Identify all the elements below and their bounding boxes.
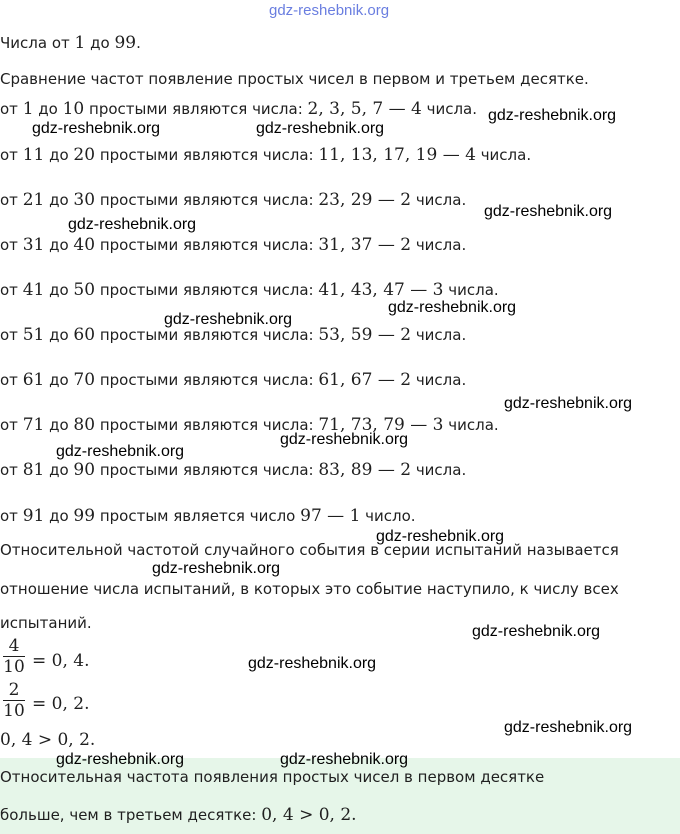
fraction-numerator: 4 — [8, 636, 20, 656]
watermark: gdz-reshebnik.org — [280, 431, 409, 448]
fraction-third-decade — [3, 680, 25, 721]
range-line-31-40: от 31 до 40 простыми являются числа: 31, 37 — 2 числа. — [0, 235, 467, 255]
watermark: gdz-reshebnik.org — [488, 107, 617, 124]
watermark: gdz-reshebnik.org — [248, 655, 377, 672]
fraction-denominator: 10 — [3, 701, 25, 721]
watermark: gdz-reshebnik.org — [280, 751, 409, 768]
watermark: gdz-reshebnik.org — [256, 120, 385, 137]
conclusion-line-2: больше, чем в третьем десятке: 0, 4 > 0, 2. — [0, 805, 357, 825]
fraction-first-decade — [3, 636, 25, 677]
watermark: gdz-reshebnik.org — [472, 623, 601, 640]
watermark: gdz-reshebnik.org — [32, 120, 161, 137]
range-line-91-99: от 91 до 99 простым является число 97 — 1 число. — [0, 506, 416, 526]
watermark: gdz-reshebnik.org — [388, 299, 517, 316]
watermark: gdz-reshebnik.org — [152, 560, 281, 577]
watermark: gdz-reshebnik.org — [504, 395, 633, 412]
watermark: gdz-reshebnik.org — [56, 443, 185, 460]
watermark-top: gdz-reshebnik.org — [269, 2, 390, 19]
watermark: gdz-reshebnik.org — [376, 528, 505, 545]
range-line-81-90: от 81 до 90 простыми являются числа: 83, 89 — 2 числа. — [0, 460, 467, 480]
watermark: gdz-reshebnik.org — [484, 203, 613, 220]
watermark: gdz-reshebnik.org — [164, 311, 293, 328]
range-line-61-70: от 61 до 70 простыми являются числа: 61, 67 — 2 числа. — [0, 370, 467, 390]
watermark: gdz-reshebnik.org — [56, 751, 185, 768]
definition-line-1: Относительной частотой случайного события в серии испытаний называется — [0, 541, 619, 559]
comparison-heading: Сравнение частот появление простых чисел в первом и третьем десятке. — [0, 70, 589, 88]
watermark: gdz-reshebnik.org — [504, 719, 633, 736]
range-line-41-50: от 41 до 50 простыми являются числа: 41, 43, 47 — 3 числа. — [0, 280, 499, 300]
watermark: gdz-reshebnik.org — [68, 216, 197, 233]
inequality: 0, 4 > 0, 2. — [0, 730, 96, 750]
fraction-denominator: 10 — [3, 657, 25, 677]
fraction-result-third: = 0, 2. — [32, 694, 90, 714]
conclusion-line-1: Относительная частота появления простых чисел в первом десятке — [0, 768, 545, 786]
intro-line: Числа от 1 до 99. — [0, 33, 141, 53]
range-line-21-30: от 21 до 30 простыми являются числа: 23, 29 — 2 числа. — [0, 190, 467, 210]
fraction-numerator: 2 — [8, 680, 20, 700]
definition-line-2: отношение числа испытаний, в которых это событие наступило, к числу всех — [0, 580, 619, 598]
range-line-51-60: от 51 до 60 простыми являются числа: 53, 59 — 2 числа. — [0, 325, 467, 345]
range-line-11-20: от 11 до 20 простыми являются числа: 11, 13, 17, 19 — 4 числа. — [0, 145, 532, 165]
fraction-result-first: = 0, 4. — [32, 651, 90, 671]
range-line-71-80: от 71 до 80 простыми являются числа: 71, 73, 79 — 3 числа. — [0, 415, 499, 435]
range-line-1-10: от 1 до 10 простыми являются числа: 2, 3, 5, 7 — 4 числа. — [0, 99, 478, 119]
definition-line-3: испытаний. — [0, 614, 92, 632]
